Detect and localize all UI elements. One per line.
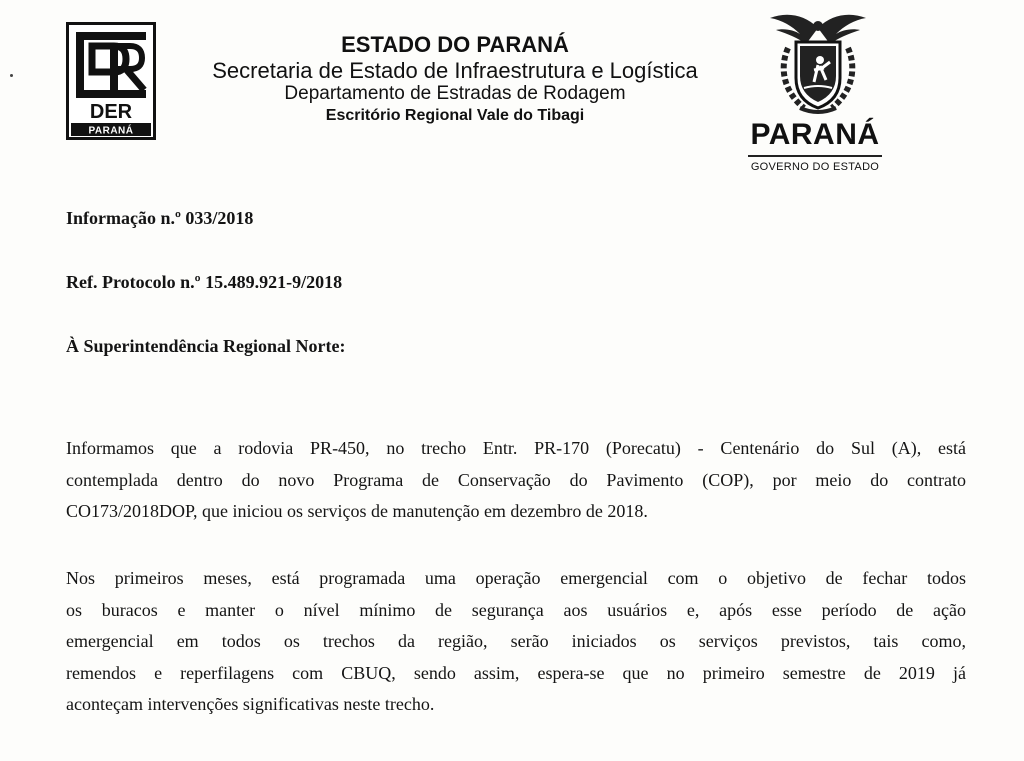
- paragraph-2-line: Nos primeiros meses, está programada uma operação emergencial com o objetivo de fechar todos: [66, 568, 966, 588]
- header-state: ESTADO DO PARANÁ: [341, 32, 569, 57]
- der-logo-banner: PARANÁ: [88, 125, 134, 137]
- der-logo-letters: DER: [89, 101, 133, 123]
- paragraph-1-line: Informamos que a rodovia PR-450, no trecho Entr. PR-170 (Porecatu) - Centenário do Sul (A), está: [66, 438, 966, 458]
- recipient-line: À Superintendência Regional Norte:: [66, 336, 346, 356]
- header-secretaria: Secretaria de Estado de Infraestrutura e Logística: [212, 58, 698, 83]
- protocolo-reference: Ref. Protocolo n.º 15.489.921-9/2018: [66, 272, 343, 292]
- parana-logo-rule: [748, 155, 882, 157]
- informacao-number: Informação n.º 033/2018: [66, 208, 254, 228]
- paragraph-2: [66, 563, 966, 721]
- paragraph-2-line: aconteçam intervenções significativas neste trecho.: [66, 694, 435, 714]
- scan-speck: [10, 74, 13, 77]
- der-parana-logo: [66, 22, 156, 140]
- der-logo-graphic: [66, 22, 156, 140]
- header-escritorio: Escritório Regional Vale do Tibagi: [325, 107, 585, 124]
- paragraph-2-line: remendos e reperfilagens com CBUQ, sendo assim, espera-se que no primeiro semestre de 2019 já: [66, 662, 966, 683]
- paragraph-1-line: CO173/2018DOP, que iniciou os serviços de manutenção em dezembro de 2018.: [66, 501, 648, 521]
- paragraph-2-line: emergencial em todos os trechos da região, serão iniciados os serviços previstos, tais como,: [66, 631, 966, 651]
- paragraph-1-line: contemplada dentro do novo Programa de Conservação do Pavimento (COP), por meio do contrato: [66, 469, 966, 490]
- parana-logo-name: PARANÁ: [750, 118, 880, 151]
- paragraph-2-line: os buracos e manter o nível mínimo de segurança aos usuários e, após esse período de ação: [66, 599, 966, 620]
- header-departamento: Departamento de Estradas de Rodagem: [284, 83, 626, 104]
- parana-logo-subtitle: GOVERNO DO ESTADO: [750, 161, 880, 173]
- paragraph-1: [66, 433, 966, 528]
- parana-coat-of-arms-icon: [764, 8, 872, 120]
- header-titles: [165, 32, 745, 127]
